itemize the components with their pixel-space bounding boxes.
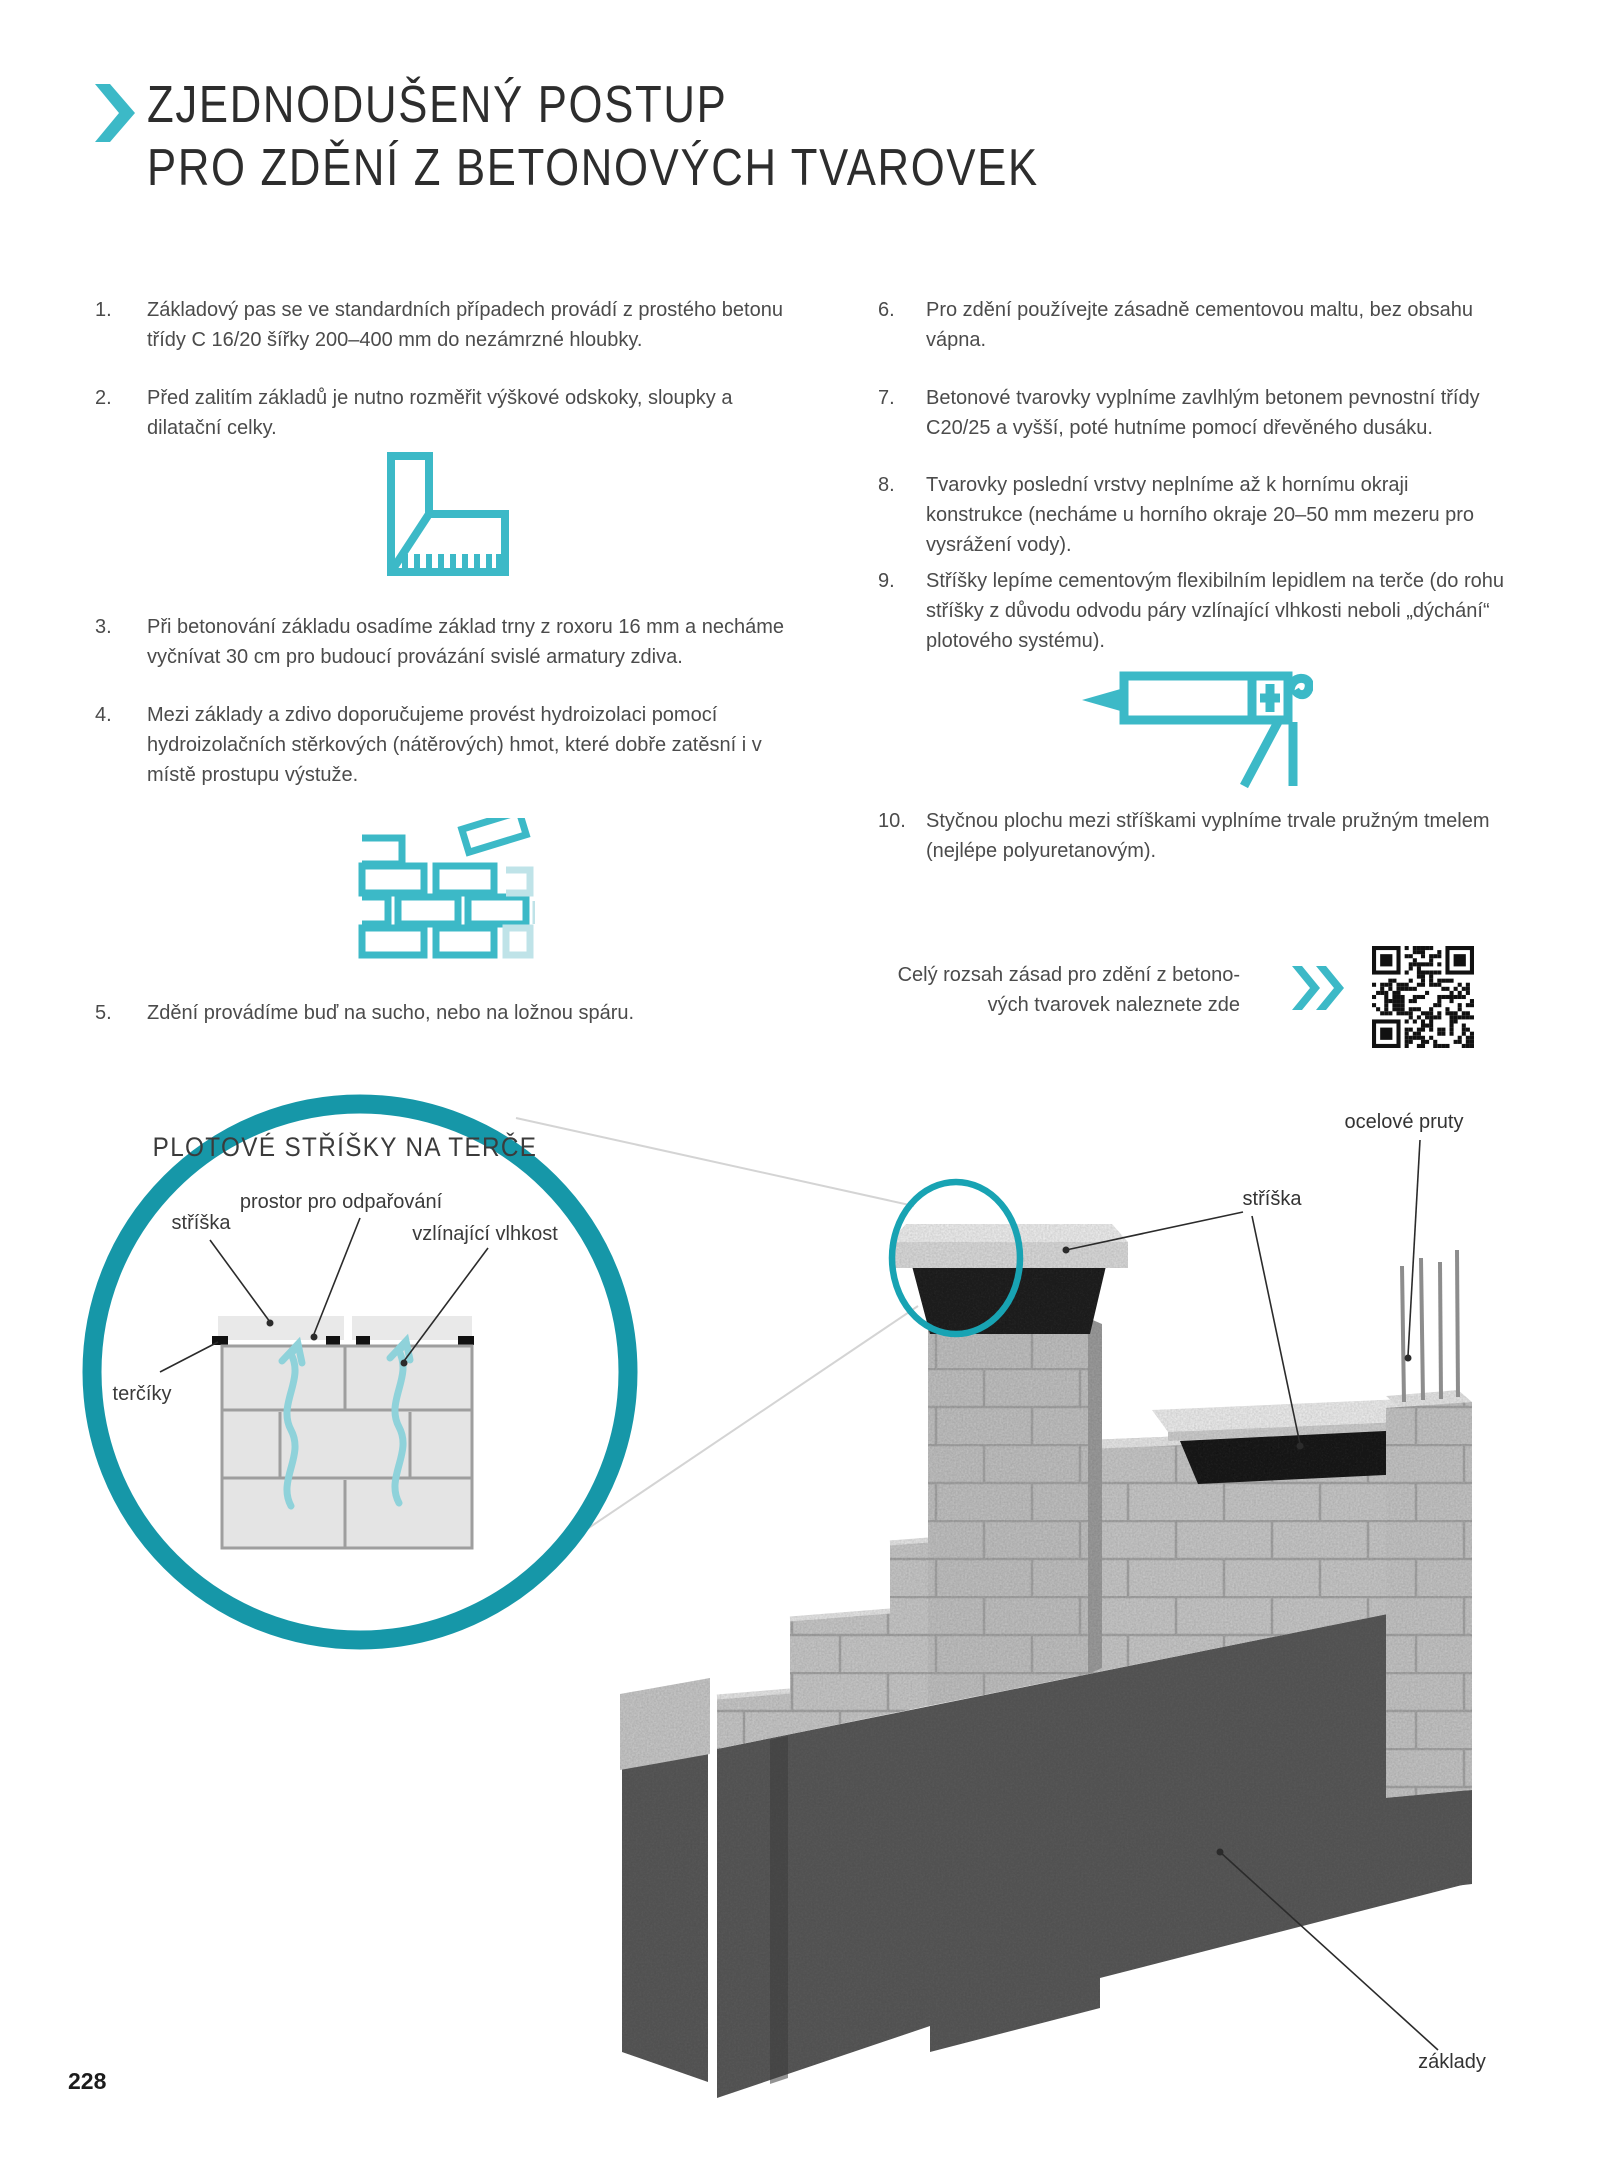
step-number: 2. — [95, 387, 112, 409]
step-text: Při betonování základu osadíme základ trny z roxoru 16 mm a necháme vyčnívat 30 cm pro budoucí provázání svislé armatury zdiva. — [147, 616, 784, 668]
label-vzlinajici: vzlínající vlhkost — [412, 1223, 558, 1245]
pad-square — [458, 1336, 474, 1345]
step-number: 8. — [878, 474, 895, 496]
step-text: Pro zdění používejte zásadně cementovou maltu, bez obsahu vápna. — [926, 299, 1474, 351]
step-text: Před zalitím základů je nutno rozměřit výškové odskoky, sloupky a dilatační celky. — [147, 387, 733, 439]
step-text: Mezi základy a zdivo doporučujeme provést hydroizolaci pomocí hydroizolačních stěrkových (nátěrových) hmot, které dobře zatěsní i v místě prostupu výstuže. — [147, 704, 762, 786]
step-number: 1. — [95, 299, 112, 321]
pad-square — [356, 1336, 370, 1345]
step-number: 10. — [878, 810, 906, 832]
label-prostor: prostor pro odpařování — [239, 1191, 443, 1213]
step-number: 6. — [878, 299, 895, 321]
step-number: 4. — [95, 704, 112, 726]
label-striska-detail: stříška — [171, 1212, 231, 1234]
step-number: 3. — [95, 616, 112, 638]
label-zaklady: základy — [1418, 2051, 1486, 2073]
step-text: Stříšky lepíme cementovým flexibilním lepidlem na terče (do rohu stříšky z důvodu odvodu páry vzlínající vlhkosti neboli „dýchání“ plotového systému). — [926, 570, 1505, 652]
foundation-left-slab — [622, 1752, 708, 2082]
label-striska-3d: stříška — [1242, 1188, 1302, 1210]
qr-note-line1: Celý rozsah zásad pro zdění z betono- — [897, 964, 1240, 986]
step-text: Betonové tvarovky vyplníme zavlhlým betonem pevnostní třídy C20/25 a vyšší, poté hutníme pomocí dřevěného dusáku. — [926, 387, 1480, 439]
pillar-cap-top — [890, 1224, 1128, 1242]
page-title-line1: ZJEDNODUŠENÝ POSTUP — [147, 76, 728, 134]
step-text: Tvarovky poslední vrstvy neplníme až k hornímu okraji konstrukce (necháme u horního okraje 20–50 mm mezeru pro vysrážení vody). — [926, 474, 1475, 556]
cap-cross-section — [212, 1316, 474, 1548]
label-ocelove-pruty: ocelové pruty — [1344, 1111, 1464, 1133]
step-text: Styčnou plochu mezi stříškami vyplníme trvale pružným tmelem (nejlépe polyuretanovým). — [926, 810, 1490, 862]
section-wall — [222, 1346, 472, 1548]
step-text: Zdění provádíme buď na sucho, nebo na ložnou spáru. — [147, 1002, 635, 1024]
step-text: Základový pas se ve standardních případech provádí z prostého betonu třídy C 16/20 šířky 200–400 mm do nezámrzné hloubky. — [147, 299, 783, 351]
column-pedestal — [1386, 1790, 1472, 1894]
step-number: 5. — [95, 1002, 112, 1024]
fence-3d — [620, 1224, 1472, 2098]
step-number: 9. — [878, 570, 895, 592]
page-number: 228 — [68, 2068, 107, 2094]
pad-square — [326, 1336, 340, 1345]
qr-note-line2: vých tvarovek naleznete zde — [987, 994, 1240, 1016]
label-tercicky: terčíky — [112, 1383, 172, 1405]
step-number: 7. — [878, 387, 895, 409]
left-block — [620, 1678, 710, 1770]
detail-circle-title: PLOTOVÉ STŘÍŠKY NA TERČE — [152, 1132, 538, 1163]
page-title-line2: PRO ZDĚNÍ Z BETONOVÝCH TVAROVEK — [147, 139, 1039, 197]
